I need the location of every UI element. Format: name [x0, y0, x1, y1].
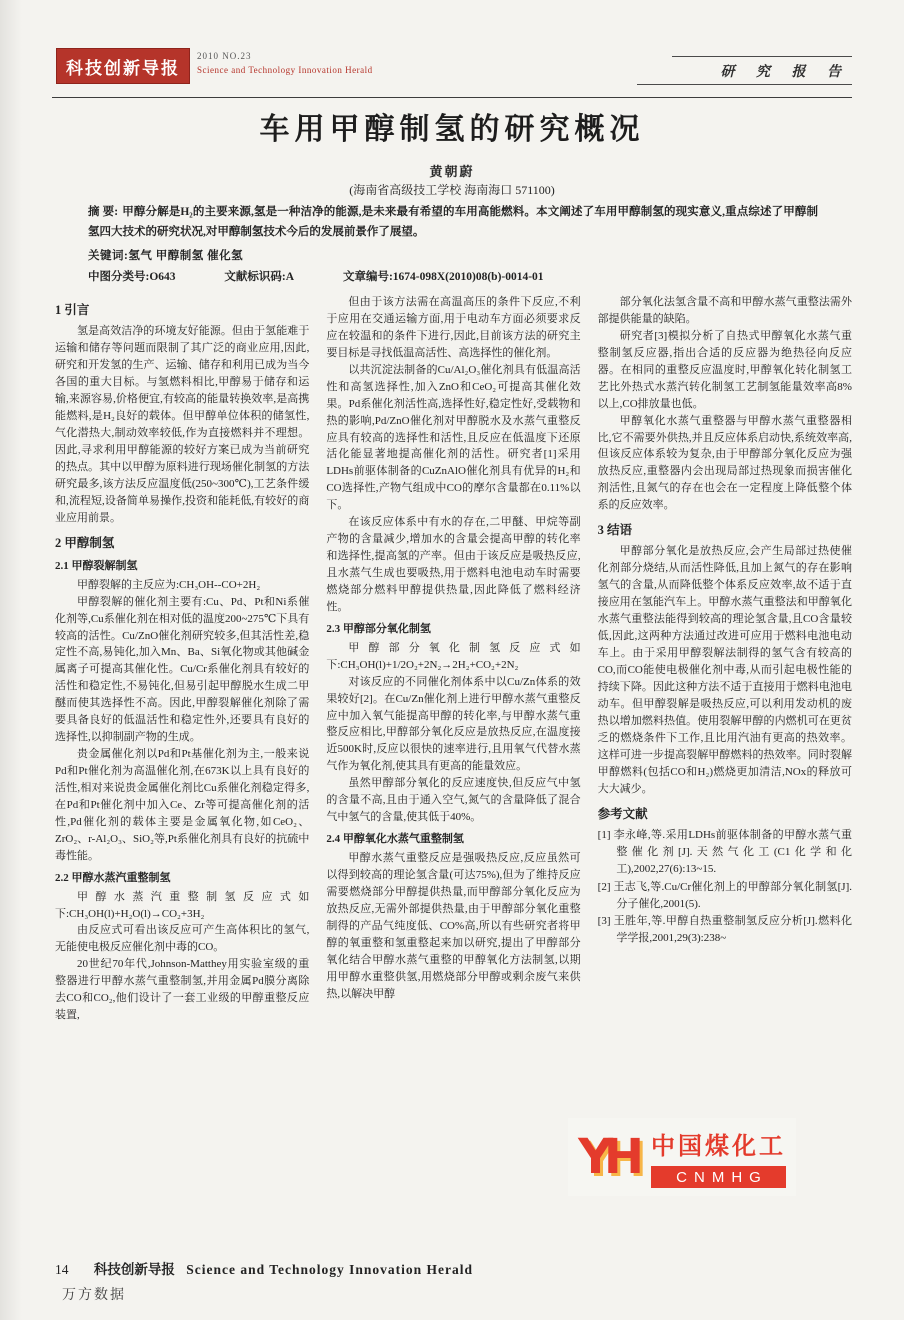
cnmhg-name-en: CNMHG — [651, 1166, 786, 1188]
cnmhg-mark-icon: YH — [578, 1129, 635, 1185]
article-author: 黄朝蔚 — [429, 164, 475, 179]
classification-line — [88, 268, 818, 284]
journal-issue: 2010 NO.23 — [197, 51, 252, 61]
paragraph: 在该反应体系中有水的存在,二甲醚、甲烷等副产物的含量减少,增加水的含量会提高甲醇的转化率和选择性,提高氢的产率。但由于该反应是吸热反应,且水蒸气生成也要吸热,用于燃料电池电动车时需要燃烧部分燃料甲醇提供热量,因此降低了燃料经济性。 — [326, 516, 581, 613]
paragraph: 贵金属催化剂以Pd和Pt基催化剂为主,一般来说Pd和Pt催化剂为高温催化剂,在673K以上具有良好的活性,相对来说贵金属催化剂比Cu系催化剂稳定得多,在Pd和Pt催化剂中加入Ce、Zr等可提高催化剂的活性,Pd催化剂的载体主要是金属氧化物,如CeO₂、ZrO₂、r-Al₂O₃、SiO₂等,Pt系催化剂具有良好的抗硫中毒性能。 — [55, 748, 310, 862]
paragraph: 甲醇水蒸气重整反应是强吸热反应,反应虽然可以得到较高的理论氢含量(可达75%),但为了维持反应需要燃烧部分甲醇提供热量,而甲醇部分氧化反应为放热反应,无需外部提供热量,由于甲醇部分氧化重整制得的产品气纯度低、CO%高,所以有些研究者将甲醇的氧重整和氢重整起来加以研究,提出了甲醇部分氧化结合甲醇水蒸气重整的甲醇氧化方法制氢,以期用甲醇水重整供氢,用燃烧部分甲醇或剩余废气来供热,以解决甲醇 — [326, 852, 581, 1000]
paragraph: 20世纪70年代,Johnson-Matthey用实验室级的重整器进行甲醇水蒸气重整制氢,并用金属Pd膜分离除去CO和CO₂,他们设计了一套工业级的甲醇重整反应装置, — [55, 958, 310, 1022]
keywords-label: 关键词: — [88, 250, 129, 263]
paragraph: 甲醇水蒸汽重整制氢反应式如下:CH₃OH(l)+H₂O(l)→CO₂+3H₂ — [55, 890, 310, 920]
footer-journal-cn: 科技创新导报 — [93, 1262, 175, 1277]
clc-value: O643 — [149, 271, 176, 284]
journal-name-en: Science and Technology Innovation Herald — [197, 64, 373, 75]
page-footer — [55, 1258, 473, 1278]
paragraph: 甲醇裂解的主反应为:CH₃OH--CO+2H₂ — [77, 578, 261, 591]
section-tag-label: 研 究 报 告 — [720, 65, 850, 80]
paragraph: 虽然甲醇部分氧化的反应速度快,但反应气中氢的含量不高,且由于通入空气,氮气的含量降低了混合气中氢气的含量,使其低于40%。 — [326, 777, 581, 824]
subsection-heading: 2.4 甲醇氧化水蒸气重整制氢 — [326, 833, 464, 846]
paragraph: 甲醇氧化水蒸气重整器与甲醇水蒸气重整器相比,它不需要外供热,并且反应体系启动快,系统效率高,但该反应体系较为复杂,由于甲醇部分氧化反应为强放热反应,重整器内会出现局部过热现象而损害催化剂活性,且氮气的存在也会在一定程度上降低整个体系的反应效率。 — [597, 414, 852, 512]
doc-code-value: A — [285, 271, 295, 284]
abstract-label: 摘 要: — [88, 206, 119, 218]
paragraph: 甲醇裂解的催化剂主要有:Cu、Pd、Pt和Ni系催化剂等,Cu系催化剂在相对低的温度200~275℃下具有较高的活性。Cu/ZnO催化剂研究较多,但其活性差,稳定性不高,易钝化,加入Mn、Ba、Si氧化物或其他碱金属离子可提高其催化性。Cu/Cr系催化剂具有较好的活性和稳定性,不易钝化,但易引起甲醇脱水生成二甲醚而使其选择性不高。因此,甲醇裂解催化剂除了需要具备良好的低温活性和稳定性外,还要具有良好的选择性,以抑制副产物的生成。 — [55, 595, 310, 744]
paragraph: 氢是高效洁净的环境友好能源。但由于氢能难于运输和储存等问题而限制了其广泛的商业应用,因此,研究和开发氢的生产、运输、储存和利用已成为当今各国的重大目标。与氢燃料相比,甲醇易于储存和运输,来源容易,价格便宜,有较高的能量转换效率,是高携能燃料,是H₂良好的载体。但甲醇单位体积的储氢性,气化潜热大,制动效率较低,作为直接燃料并不理想。因此,寻求利用甲醇能源的较好方案已成为当前研究的热点。其中以甲醇为原料进行现场催化制氢的方法研究最多,该方法反应温度低(250~300℃),工艺条件缓和,流程短,设备简单易操作,投资和能耗低,有较好的商业应用前景。 — [55, 325, 310, 524]
body-column-1 — [55, 294, 309, 1242]
header-rule — [52, 97, 852, 98]
page-number: 14 — [55, 1262, 69, 1277]
reference-item: [2] 王志飞,等.Cu/Cr催化剂上的甲醇部分氧化制氢[J].分子催化,2001(5). — [597, 880, 852, 910]
section-heading: 参考文献 — [597, 806, 648, 821]
subsection-heading: 2.1 甲醇裂解制氢 — [55, 559, 138, 572]
article-title: 车用甲醇制氢的研究概况 — [259, 113, 645, 146]
cnmhg-logo-stamp — [568, 1118, 796, 1196]
paragraph: 甲醇部分氧化是放热反应,会产生局部过热使催化剂部分烧结,从而活性降低,且加上氮气的存在影响氢气的含量,从而降低整个体系反应效率,故不适于直接应用在氢能汽车上。甲醇水蒸气重整法和甲醇氧化水蒸气重整法能得到较高的理论氢含量,且CO含量较低,因此,这两种方法通过改进可应用于燃料电池电动车上。由于采用甲醇裂解法制得的氢气含有较高的CO,而CO能使电极催化剂中毒,从而引起电极性能的持续下降。因此这种方法不适于直接用于燃料电池电动车。但甲醇裂解是吸热反应,可以利用发动机的废热以增加燃料热值。使用裂解甲醇的内燃机可在更贫乏的燃烧条件下工作,且比用汽油有更高的热效率。这样可进一步提高裂解甲醇燃料的热效率。同时裂解甲醇燃料(包括CO和H₂)燃烧更加清洁,NOx的释放可大大减少。 — [597, 545, 852, 795]
journal-logo: 科技创新导报 — [56, 48, 190, 84]
keywords-text: 氢气 甲醇制氢 催化氢 — [128, 250, 244, 263]
wanfang-watermark: 万方数据 — [62, 1288, 126, 1303]
section-heading: 2 甲醇制氢 — [55, 535, 115, 550]
paragraph: 但由于该方法需在高温高压的条件下反应,不利于应用在交通运输方面,用于电动车方面必须要求反应在较温和的条件下进行,因此,目前该方法的研究主要目标是寻找低温高活性、高选择性的催化剂。 — [326, 296, 581, 359]
article-body — [55, 294, 852, 1242]
section-heading: 1 引言 — [55, 303, 90, 317]
reference-item: [1] 李永峰,等.采用LDHs前驱体制备的甲醇水蒸气重整催化剂[J].天然气化工(C1化学和化工),2002,27(6):13~15. — [597, 828, 852, 875]
article-id-group — [343, 268, 544, 284]
subsection-heading: 2.2 甲醇水蒸汽重整制氢 — [55, 871, 171, 884]
journal-masthead — [56, 48, 373, 84]
journal-issue-block — [197, 48, 373, 77]
keywords-line — [88, 247, 818, 263]
body-column-3 — [598, 294, 852, 1242]
body-column-2 — [326, 294, 580, 1242]
article-affiliation: (海南省高级技工学校 海南海口 571100) — [349, 183, 555, 197]
subsection-heading: 2.3 甲醇部分氧化制氢 — [326, 622, 431, 635]
paragraph: 甲醇部分氧化制氢反应式如下:CH₃OH(l)+1/2O₂+2N₂→2H₂+CO₂+2N₂ — [326, 641, 581, 671]
article-id-value: 1674-098X(2010)08(b)-0014-01 — [392, 271, 544, 284]
article-id-label: 文章编号: — [342, 271, 393, 284]
clc-label: 中图分类号: — [88, 271, 150, 284]
reference-item: [3] 王胜年,等.甲醇自热重整制氢反应分析[J].燃料化学学报,2001,29(3):238~ — [597, 915, 852, 945]
paragraph: 研究者[3]模拟分析了自热式甲醇氧化水蒸气重整制氢反应器,指出合适的反应器为绝热径向反应器。在相同的重整反应温度时,甲醇氧化转化制氢工艺比外热式水蒸汽转化制氢工艺制氢能量效率高8%以上,CO排放量也低。 — [597, 329, 852, 410]
abstract — [88, 203, 818, 242]
footer-journal-en: Science and Technology Innovation Herald — [186, 1262, 474, 1277]
cnmhg-text-block — [651, 1126, 786, 1188]
section-tag-rule-bottom — [637, 84, 852, 85]
paragraph: 对该反应的不同催化剂体系中以Cu/Zn体系的效果较好[2]。在Cu/Zn催化剂上进行甲醇水蒸气重整反应中加入氧气能提高甲醇的转化率,与甲醇水蒸气重整反应相比,甲醇部分氧化反应是放热反应,在温度接近500K时,反应以很快的速率进行,且用氧气代替水蒸气作为氧化剂,使其具有更高的能量效应。 — [326, 675, 581, 773]
frontmatter — [88, 203, 818, 289]
doc-code-group — [224, 268, 294, 284]
paragraph: 由反应式可看出该反应可产生高体积比的氢气,无能使电极反应催化剂中毒的CO。 — [55, 924, 310, 954]
doc-code-label: 文献标识码: — [224, 271, 286, 284]
paragraph: 部分氧化法氢含量不高和甲醇水蒸气重整法需外部提供能量的缺陷。 — [597, 296, 852, 325]
clc-group — [88, 268, 176, 284]
section-tag — [617, 56, 852, 85]
abstract-text: 甲醇分解是H₂的主要来源,氢是一种洁净的能源,是未来最有希望的车用高能燃料。本文阐述了车用甲醇制氢的现实意义,重点综述了甲醇制氢四大技术的研究状况,对甲醇制氢技术今后的发展前景作了展望。 — [88, 206, 818, 238]
cnmhg-name-cn: 中国煤化工 — [651, 1134, 786, 1160]
paragraph: 以共沉淀法制备的Cu/Al₂O₃催化剂具有低温高活性和高氢选择性,加入ZnO和CeO₂可提高其催化效果。Pd系催化剂活性高,选择性好,稳定性好,受载物和热的影响,Pd/ZnO催化剂对甲醇脱水及水蒸气重整反应具有较高的选择性和活性,且反应在低温度下还原活化能显著地提高催化剂的活性。研究者[1]采用LDHs前驱体制备的CuZnAlO催化剂具有优异的H₂和CO选择性,产物气组成中CO的摩尔含量都在0.11%以下。 — [326, 363, 581, 512]
section-heading: 3 结语 — [597, 523, 633, 538]
